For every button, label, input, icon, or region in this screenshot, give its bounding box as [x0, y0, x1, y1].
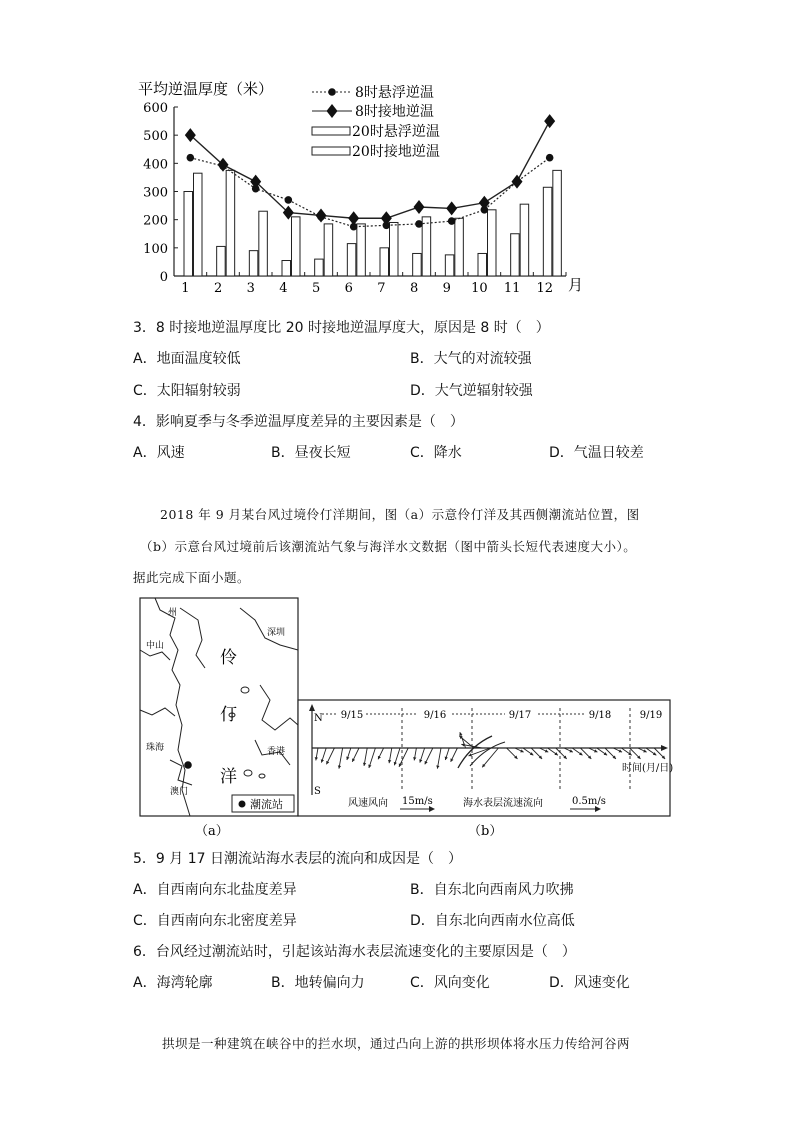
bar-20h-ground: [324, 224, 333, 276]
place-zhou: 州: [168, 608, 178, 618]
outro-line: 拱坝是一种建筑在峡谷中的拦水坝，通过凸向上游的拱形坝体将水压力传给河谷两: [162, 1036, 631, 1051]
current-scale-label: 0.5m/s: [572, 796, 606, 807]
y-tick-label: 600: [143, 101, 168, 116]
q3-stem: 3．8 时接地逆温厚度比 20 时接地逆温厚度大，原因是 8 时（ ）: [133, 320, 550, 336]
bar-20h-ground: [194, 173, 203, 276]
q3-option-b[interactable]: B．大气的对流较强: [410, 351, 532, 367]
x-tick-label: 2: [213, 281, 223, 296]
bar-20h-ground: [292, 217, 301, 276]
figure-ab: [0, 590, 794, 840]
legend-station-label: 潮流站: [250, 798, 283, 811]
bar-20h-suspended: [184, 192, 193, 277]
point-8h-suspended: [187, 154, 195, 162]
place-shenzhen: 深圳: [267, 628, 286, 638]
q4-option-c[interactable]: C．降水: [410, 445, 462, 461]
q5-option-a[interactable]: A．自西南向东北盐度差异: [133, 882, 297, 898]
point-8h-ground: [316, 208, 327, 222]
x-tick-label: 3: [246, 281, 255, 296]
bar-20h-suspended: [413, 253, 422, 276]
q5-stem: 5．9 月 17 日潮流站海水表层的流向和成因是（ ）: [133, 851, 462, 867]
x-tick-label: 8: [409, 281, 419, 296]
point-8h-ground: [544, 114, 555, 128]
place-ling: 伶: [220, 648, 237, 668]
bar-20h-ground: [520, 204, 529, 276]
y-axis: [143, 101, 178, 285]
q4-option-d[interactable]: D．气温日较差: [549, 445, 644, 461]
place-zhuhai: 珠海: [146, 743, 165, 753]
current-legend-label: 海水表层流速流向: [463, 798, 543, 809]
bar-20h-ground: [259, 211, 268, 276]
bar-20h-suspended: [282, 261, 291, 276]
legend-8h-ground-label: 8时接地逆温: [355, 104, 434, 120]
point-8h-suspended: [448, 217, 456, 225]
y-tick-label: 200: [143, 213, 168, 229]
panel-b-date-label: 9/19: [639, 710, 663, 721]
intro-line-2: （b）示意台风过境前后该潮流站气象与海洋水文数据（图中箭头长短代表速度大小）。: [140, 539, 637, 554]
q5-option-d[interactable]: D．自东北向西南水位高低: [410, 913, 575, 929]
q6-option-a[interactable]: A．海湾轮廓: [133, 975, 213, 991]
caption-b: （b）: [468, 824, 503, 839]
legend-8h-suspended-label: 8时悬浮逆温: [355, 85, 434, 101]
legend-20h-ground-label: 20时接地逆温: [352, 144, 440, 160]
point-8h-ground: [218, 158, 229, 172]
bar-20h-suspended: [478, 253, 487, 276]
legend-station-dot: [239, 801, 246, 808]
point-8h-ground: [414, 200, 425, 214]
bar-20h-suspended: [249, 251, 257, 276]
intro-line-1: 2018 年 9 月某台风过境伶仃洋期间，图（a）示意伶仃洋及其西侧潮流站位置，图: [160, 507, 640, 522]
x-tick-label: 4: [279, 281, 288, 296]
bars: [184, 170, 561, 276]
q5-option-b[interactable]: B．自东北向西南风力吹拂: [410, 882, 574, 898]
y-tick-label: 100: [143, 241, 168, 257]
q3-option-a[interactable]: A．地面温度较低: [133, 351, 241, 367]
x-tick-label: 9: [442, 281, 451, 296]
bar-20h-suspended: [347, 244, 356, 276]
inversion-chart: [0, 0, 794, 300]
x-tick-label: 6: [344, 281, 353, 296]
panel-b-date-label: 9/16: [423, 710, 447, 721]
x-tick-label: 5: [311, 281, 321, 296]
y-tick-label: 500: [143, 129, 168, 145]
caption-a: （a）: [195, 824, 229, 839]
panel-b-north: N: [314, 713, 323, 724]
legend-20h-suspended-label: 20时悬浮逆温: [352, 124, 440, 140]
point-8h-ground: [479, 196, 490, 210]
legend-8h-suspended-marker: [328, 88, 336, 96]
point-8h-ground: [512, 175, 523, 189]
point-8h-suspended: [546, 154, 554, 162]
panel-b-south: S: [314, 786, 321, 797]
bar-20h-suspended: [380, 248, 389, 276]
bar-20h-ground: [455, 218, 464, 276]
bar-20h-suspended: [511, 234, 519, 276]
x-tick-label: 10: [471, 281, 488, 296]
q3-option-d[interactable]: D．大气逆辐射较强: [410, 383, 533, 399]
q4-stem: 4．影响夏季与冬季逆温厚度差异的主要因素是（ ）: [133, 414, 464, 430]
place-ding: 仃: [220, 705, 237, 725]
y-tick-label: 300: [143, 185, 168, 201]
x-tick-label: 12: [536, 281, 554, 296]
bar-20h-ground: [553, 170, 562, 276]
panel-b-date-label: 9/18: [588, 710, 612, 721]
x-tick-label: 11: [503, 281, 521, 296]
wind-legend-label: 风速风向: [348, 798, 388, 809]
place-macau: 澳门: [170, 787, 189, 797]
point-8h-suspended: [415, 220, 423, 228]
q6-option-d[interactable]: D．风速变化: [549, 975, 630, 991]
legend: [312, 85, 440, 160]
place-zhongshan: 中山: [146, 641, 165, 651]
q6-option-b[interactable]: B．地转偏向力: [271, 975, 365, 991]
x-tick-label: 7: [377, 281, 386, 296]
panel-b-time-label: 时间(月/日): [622, 763, 674, 774]
place-hongkong: 香港: [267, 747, 286, 757]
legend-8h-ground-marker: [327, 104, 338, 118]
y-tick-label: 400: [143, 157, 168, 173]
q3-option-c[interactable]: C．太阳辐射较弱: [133, 383, 241, 399]
intro-line-3: 据此完成下面小题。: [133, 570, 251, 585]
place-yang: 洋: [220, 767, 237, 787]
point-8h-ground: [185, 128, 196, 142]
q6-option-c[interactable]: C．风向变化: [410, 975, 490, 991]
wind-scale-label: 15m/s: [402, 796, 433, 807]
panel-b-date-label: 9/15: [340, 710, 364, 721]
bar-20h-ground: [488, 210, 497, 276]
bar-20h-ground: [226, 170, 235, 276]
y-tick-label: 0: [159, 270, 168, 285]
bar-20h-suspended: [445, 255, 454, 276]
tide-station-marker: [184, 761, 192, 769]
point-8h-ground: [348, 211, 359, 225]
legend-20h-ground-swatch: [312, 147, 350, 155]
legend-20h-suspended-swatch: [312, 127, 350, 135]
bar-20h-ground: [422, 217, 431, 276]
bar-20h-ground: [357, 224, 366, 276]
x-tick-label: 1: [181, 281, 190, 296]
chart-title: 平均逆温厚度（米）: [138, 80, 274, 98]
panel-b-date-label: 9/17: [508, 710, 532, 721]
q4-option-b[interactable]: B．昼夜长短: [271, 445, 351, 461]
q4-option-a[interactable]: A．风速: [133, 445, 185, 461]
q5-option-c[interactable]: C．自西南向东北密度差异: [133, 913, 297, 929]
bar-20h-suspended: [543, 187, 552, 276]
point-8h-suspended: [285, 196, 293, 204]
q6-stem: 6．台风经过潮流站时，引起该站海水表层流速变化的主要原因是（ ）: [133, 944, 576, 960]
bar-20h-suspended: [315, 259, 324, 276]
bar-20h-ground: [390, 222, 399, 276]
x-unit-label: 月: [568, 276, 584, 294]
bar-20h-suspended: [217, 246, 226, 276]
point-8h-ground: [446, 201, 457, 215]
